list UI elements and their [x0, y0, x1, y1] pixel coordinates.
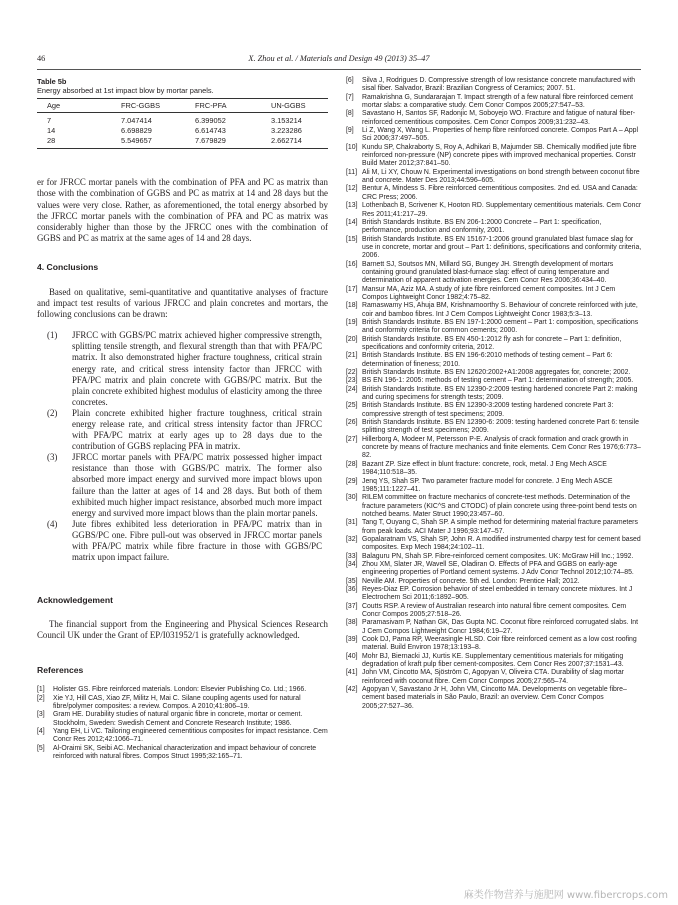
acknowledgement-text: The financial support from the Engineering and Physical Sciences Research Council UK under the Grant of EP/I031952/1 is gratefully acknowledged.: [37, 619, 328, 641]
reference-item: [346, 619, 642, 636]
reference-text: Silva J, Rodrigues D. Compressive strength of low resistance concrete manufactured with sisal fiber. Salvador, Brazil: Brazilian Congress of Ceramics; 2007. 51.: [362, 77, 636, 93]
item-text: JFRCC mortar panels with PFA/PC matrix possessed higher impact resistance than those with GGBS/PC matrix. The former also absorbed more impact energy and survived more impact blows upon failure than the latter at ages of 14 and 28 days. But both of them exhibited much higher impact resistance, absorbed much more impact energy and survived more impact blows than the plain mortar panels.: [72, 452, 322, 518]
reference-item: [346, 686, 642, 711]
reference-item: [346, 494, 642, 519]
table-cell: 7.047414: [121, 116, 152, 125]
conclusions-list: [37, 330, 328, 563]
reference-text: British Standards Institute. BS EN 206-1:2000 Concrete – Part 1: specification, performance, production and conformity, 2001.: [362, 218, 602, 235]
reference-text: Zhou XM, Slater JR, Wavell SE, Oladiran O. Effects of PFA and GGBS on early-age engineering properties of Portland cement systems. J Adv Concr Technol 2012;10:74–85.: [362, 560, 634, 577]
reference-text: Li Z, Wang X, Wang L. Properties of hemp fibre reinforced concrete. Compos Part A – Appl Sci 2006;37:497–505.: [362, 127, 639, 143]
reference-number: [38]: [346, 619, 358, 627]
conclusions-intro: Based on qualitative, semi-quantitative and quantitative analyses of fracture and impact test results of various JFRCC and plain concretes and mortars, the following conclusions can be drawn:: [37, 286, 328, 320]
table-cell: 6.399052: [195, 116, 226, 125]
reference-number: [21]: [346, 352, 358, 360]
item-number: (2): [47, 407, 58, 418]
reference-text: Coutts RSP. A review of Australian research into natural fibre cement composites. Cem Concr Compos 2005;27:518–26.: [362, 602, 627, 618]
reference-text: Neville AM. Properties of concrete. 5th ed. London: Prentice Hall; 2012.: [362, 577, 580, 585]
reference-item: [346, 352, 642, 369]
reference-text: Bazant ZP. Size effect in blunt fracture: concrete, rock, metal. J Eng Mech ASCE 1984;110:518–35.: [362, 460, 607, 477]
reference-item: [346, 436, 642, 461]
reference-number: [39]: [346, 636, 358, 644]
reference-text: Agopyan V, Savastano Jr H, John VM, Cincotto MA. Developments on vegetable fibre–cement based materials in São Paulo, Brazil: an overview. Cem Concr Compos 2005;27:527–36.: [362, 686, 627, 710]
reference-item: [346, 519, 642, 536]
table-row: [37, 136, 328, 149]
reference-text: Mansur MA, Aziz MA. A study of jute fibre reinforced cement composites. Int J Cem Compos Lightweight Concr 1982;4:75–82.: [362, 285, 616, 301]
reference-text: British Standards Institute. BS EN 12390-2:2009 testing hardened concrete Part 2: making and curing specimens for strength tests; 2009.: [362, 385, 638, 402]
reference-number: [24]: [346, 385, 358, 393]
reference-text: RILEM committee on fracture mechanics of concrete-test methods. Determination of the fracture parameters (KIC^S and CTODC) of plain concrete using three-point bend tests on notched beams. Mater Struct 1990;23:457–60.: [362, 494, 637, 518]
reference-text: British Standards Institute. BS EN 12390-6: 2009: testing hardened concrete Part 6: tensile splitting strength of test specimens; 2009.: [362, 419, 639, 435]
item-number: (3): [47, 452, 58, 463]
reference-number: [35]: [346, 577, 358, 585]
reference-item: [346, 578, 642, 586]
acknowledgement-section: [37, 619, 328, 641]
column-header: UN-GGBS: [271, 99, 328, 113]
reference-number: [2]: [37, 694, 45, 702]
table-cell: 14: [47, 126, 56, 136]
conclusion-item: [37, 519, 328, 563]
journal-citation: X. Zhou et al. / Materials and Design 49 (2013) 35–47: [248, 54, 430, 63]
reference-number: [5]: [37, 744, 45, 752]
reference-item: [37, 711, 328, 728]
reference-number: [11]: [346, 168, 357, 176]
reference-number: [42]: [346, 686, 358, 694]
site-watermark: 麻类作物营养与施肥网 www.fibercrops.com: [463, 890, 668, 901]
reference-text: Holister GS. Fibre reinforced materials. London: Elsevier Publishing Co. Ltd.; 1966.: [53, 686, 307, 694]
reference-number: [34]: [346, 560, 358, 568]
reference-item: [346, 302, 642, 319]
reference-number: [22]: [346, 369, 358, 377]
reference-text: British Standards Institute. BS EN 450-1:2012 fly ash for concrete – Part 1: definition, specifications and conformity criteria, 2012.: [362, 335, 622, 351]
reference-text: Paramasivam P, Nathan GK, Das Gupta NC. Coconut fibre reinforced corrugated slabs. Int J Cem Compos Lightweight Concr 1984;6:19–27.: [362, 619, 639, 635]
reference-item: [346, 94, 642, 111]
reference-item: [346, 77, 642, 94]
reference-item: [346, 586, 642, 603]
reference-item: [346, 202, 642, 219]
reference-number: [27]: [346, 435, 358, 443]
reference-item: [346, 377, 642, 385]
reference-item: [346, 461, 642, 478]
reference-text: Reyes-Diaz EP. Corrosion behavior of steel embedded in ternary concrete mixtures. Int J Electrochem Sci 2011;6:1892–905.: [362, 585, 633, 602]
table-cell: 3.153214: [271, 116, 302, 125]
reference-text: British Standards Institute. BS EN 12620:2002+A1:2008 aggregates for, concrete; 2002.: [362, 369, 631, 377]
reference-text: Tang T, Ouyang C, Shah SP. A simple method for determining material fracture parameters from peak loads. ACI Mater J 1996;93:147–57.: [362, 519, 638, 535]
reference-number: [9]: [346, 127, 354, 135]
conclusions-heading: 4. Conclusions: [37, 261, 99, 272]
reference-text: Balaguru PN, Shah SP. Fibre-reinforced cement composites. UK: McGraw Hill Inc.; 1992.: [362, 552, 634, 560]
reference-item: [346, 369, 642, 377]
reference-text: British Standards Institute. BS EN 15167-1:2006 ground granulated blast furnace slag for use in concrete, mortar and grout – Part 1: definitions, specifications and conformity criteria, 2006.: [362, 235, 642, 260]
reference-item: [346, 478, 642, 495]
conclusion-item: [37, 408, 328, 452]
reference-item: [346, 144, 642, 169]
reference-number: [28]: [346, 460, 358, 468]
reference-number: [33]: [346, 552, 358, 560]
reference-item: [346, 402, 642, 419]
reference-number: [1]: [37, 686, 45, 694]
reference-item: [37, 695, 328, 712]
reference-item: [37, 745, 328, 762]
item-text: Plain concrete exhibited higher fracture toughness, critical strain energy release rate, and critical stress intensity factor than JFRCC with PFA/PC matrix at early ages up to 28 days due to the contribution of GGBS replacing PFA in matrix.: [72, 407, 322, 452]
reference-number: [32]: [346, 535, 358, 543]
reference-number: [26]: [346, 419, 358, 427]
reference-item: [346, 286, 642, 303]
reference-item: [346, 110, 642, 127]
reference-text: Xie YJ, Hill CAS, Xiao ZF, Militz H, Mai C. Silane coupling agents used for natural fibre/polymer composites: a review. Compos. A 2010;41:806–19.: [53, 694, 301, 711]
reference-number: [8]: [346, 110, 354, 118]
reference-number: [3]: [37, 711, 45, 719]
reference-text: Bentur A, Mindess S. Fibre reinforced cementitious composites. 2nd ed. USA and Canada: CRC Press; 2006.: [362, 185, 638, 201]
reference-item: [346, 603, 642, 620]
reference-item: [346, 561, 642, 578]
reference-number: [23]: [346, 377, 358, 385]
reference-number: [6]: [346, 77, 354, 84]
reference-item: [37, 686, 328, 694]
references-left: [37, 686, 328, 761]
references-heading: References: [37, 665, 84, 676]
reference-item: [346, 419, 642, 436]
table-row: [37, 113, 328, 126]
table-cell: 7.679829: [195, 136, 271, 149]
item-text: JFRCC with GGBS/PC matrix achieved higher compressive strength, splitting tensile strength, and flexural strength than that with PFA/PC matrix. It also demonstrated higher fracture toughness, critical strain energy rate, and critical stress intensity factor than JFRCC with PFA/PC matrix and plain concrete with GGBS/PC matrix. But the plain concrete exhibited highest modulus of elasticity among the three concretes.: [72, 330, 322, 407]
reference-number: [17]: [346, 285, 358, 293]
reference-text: British Standards Institute. BS EN 12390-3:2009 testing hardened concrete Part 3: compressive strength of test specimens; 2009.: [362, 402, 614, 418]
reference-item: [346, 169, 642, 186]
table-title: Table 5b: [37, 77, 67, 86]
reference-item: [346, 386, 642, 403]
reference-item: [346, 336, 642, 353]
table-cell: 6.698829: [121, 126, 152, 136]
reference-number: [31]: [346, 519, 358, 527]
left-column: [37, 77, 328, 761]
energy-table: [37, 98, 328, 149]
reference-number: [13]: [346, 202, 358, 210]
reference-number: [40]: [346, 652, 358, 660]
item-number: (1): [47, 330, 58, 341]
column-header: FRC-PFA: [195, 99, 271, 113]
column-header: FRC-GGBS: [121, 99, 195, 113]
reference-text: British Standards Institute. BS EN 197-1:2000 cement – Part 1: composition, specifications and conformity criteria for common cements; 2000.: [362, 318, 639, 335]
reference-item: [37, 728, 328, 745]
reference-text: Lothenbach B, Scrivener K, Hooton RD. Supplementary cementitious materials. Cem Concr Res 2011;41:217–29.: [362, 202, 642, 218]
reference-item: [346, 127, 642, 144]
reference-number: [18]: [346, 302, 358, 310]
reference-item: [346, 653, 642, 670]
item-number: (4): [47, 518, 58, 529]
reference-text: Gram HE. Durability studies of natural organic fibre in concrete, mortar or cement. Stockholm, Sweden: Swedish Cement and Concrete Research Institute; 1986.: [53, 711, 303, 727]
reference-item: [346, 185, 642, 202]
reference-text: Ali M, Li XY, Chouw N. Experimental investigations on bond strength between coconut fibre and concrete. Mater Des 2013;44:596–605.: [362, 168, 640, 185]
reference-text: Gopalaratnam VS, Shah SP, John R. A modified instrumented charpy test for cement based composites. Exp Mech 1984;24:102–11.: [362, 535, 641, 552]
table-cell: 5.549657: [121, 136, 195, 149]
reference-number: [12]: [346, 185, 358, 193]
reference-number: [29]: [346, 477, 358, 485]
reference-number: [4]: [37, 728, 45, 736]
reference-item: [346, 669, 642, 686]
reference-text: British Standards Institute. BS EN 196-6:2010 methods of testing cement – Part 6: determination of fineness; 2010.: [362, 352, 613, 368]
page-number: 46: [37, 54, 46, 63]
results-continuation: [37, 177, 328, 244]
conclusion-item: [37, 452, 328, 519]
table-cell: 3.223286: [271, 126, 302, 136]
reference-item: [346, 319, 642, 336]
reference-number: [15]: [346, 235, 358, 243]
reference-text: Hillerborg A, Modeer M, Petersson P-E. Analysis of crack formation and crack growth in concrete by means of fracture mechanics and finite elements. Cem Concr Res 1976;6:773–82.: [362, 435, 641, 460]
item-text: Jute fibres exhibited less deterioration in PFA/PC matrix than in GGBS/PC one. Fibre pull-out was observed in JFRCC mortar panels with PFA/PC matrix while fibre fracture in those with GGBS/PC matrix upon impact failure.: [72, 518, 322, 563]
reference-text: John VM, Cincotto MA, Sjöström C, Agopyan V, Oliveira CTA. Durability of slag mortar reinforced with coconut fibre. Cem Concr Compos 2005;27:565–74.: [362, 669, 624, 685]
reference-number: [19]: [346, 318, 358, 326]
reference-number: [41]: [346, 669, 358, 677]
table-caption: Energy absorbed at 1st impact blow by mortar panels.: [37, 86, 214, 95]
reference-item: [346, 636, 642, 653]
running-header: [37, 54, 641, 66]
conclusion-item: [37, 330, 328, 408]
reference-item: [346, 536, 642, 553]
acknowledgement-heading: Acknowledgement: [37, 595, 113, 606]
reference-text: Yang EH, Li VC. Tailoring engineered cementitious composites for impact resistance. Cem Concr Res 2012;42:1066–71.: [53, 728, 328, 744]
reference-number: [7]: [346, 93, 354, 101]
reference-number: [20]: [346, 335, 358, 343]
header-rule: [37, 69, 641, 70]
table-cell: 7: [47, 116, 52, 125]
reference-number: [14]: [346, 218, 358, 226]
column-header: Age: [37, 99, 121, 113]
reference-item: [346, 261, 642, 286]
reference-text: Mohr BJ, Biernacki JJ, Kurtis KE. Supplementary cementitious materials for mitigating degradation of kraft pulp fiber cement-composites. Cem Concr Res 2007;37:1531–43.: [362, 652, 624, 669]
references-right: [346, 77, 642, 711]
reference-item: [346, 553, 642, 561]
reference-text: Ramakrishna G, Sundararajan T. Impact strength of a few natural fibre reinforced cement mortar slabs: a comparative study. Cem Concr Compos 2005;27:547–53.: [362, 93, 634, 110]
reference-number: [10]: [346, 143, 358, 151]
conclusions-section: [37, 287, 328, 563]
reference-text: Jenq YS, Shah SP. Two parameter fracture model for concrete. J Eng Mech ASCE 1985;111:1227–41.: [362, 477, 613, 493]
table-cell: 28: [37, 136, 121, 149]
reference-text: BS EN 196-1: 2005: methods of testing cement – Part 1: determination of strength; 2005.: [362, 377, 634, 385]
reference-text: Kundu SP, Chakraborty S, Roy A, Adhikari B, Majumder SB. Chemically modified jute fibre reinforced non-pressure (NP) concrete pipes with improved mechanical properties. Constr Build Mater 2012;37:841–50.: [362, 143, 637, 168]
reference-number: [36]: [346, 585, 358, 593]
continuation-paragraph: er for JFRCC mortar panels with the combination of PFA and PC as matrix than those with the combination of GGBS and PC as matrix at 14 and 28 days but the values were very close. Rather, as aforementioned, the total energy absorbed by the JFRCC mortar panels with the combination of PFA and PC as matrix was considerably higher than those by the JFRCC ones with the combination of GGBS and PC as matrix at the same ages of 14 and 28 days.: [37, 177, 328, 243]
reference-number: [25]: [346, 402, 358, 410]
table-row: [37, 126, 328, 136]
reference-text: Cook DJ, Pama RP, Weerasingle HLSD. Coir fibre reinforced cement as a low cost roofing material. Build Environ 1978;13:193–8.: [362, 636, 637, 652]
reference-number: [30]: [346, 494, 358, 502]
reference-number: [37]: [346, 602, 358, 610]
reference-text: Barnett SJ, Soutsos MN, Millard SG, Bungey JH. Strength development of mortars containing ground granulated blast-furnace slag: effect of curing temperature and determination of apparent activation energies. Cem Concr Res 2006;36:434–40.: [362, 260, 614, 285]
reference-text: Savastano H, Santos SF, Radonjic M, Soboyejo WO. Fracture and fatigue of natural fiber-reinforced cementitious composites. Cem Concr Compos 2009;31:232–43.: [362, 110, 636, 126]
table-cell: 2.662714: [271, 136, 328, 149]
table-cell: 6.614743: [195, 126, 226, 136]
table-header-row: [37, 99, 328, 113]
reference-item: [346, 236, 642, 261]
reference-number: [16]: [346, 260, 358, 268]
reference-text: Al-Oraimi SK, Seibi AC. Mechanical characterization and impact behaviour of concrete reinforced with natural fibres. Compos Struct 1995;32:165–71.: [53, 744, 317, 761]
reference-text: Ramaswamy HS, Ahuja BM, Krishnamoorthy S. Behaviour of concrete reinforced with jute, coir and bamboo fibres. Int J Cem Compos Lightweight Concr 1983;5:3–13.: [362, 302, 638, 318]
reference-item: [346, 219, 642, 236]
